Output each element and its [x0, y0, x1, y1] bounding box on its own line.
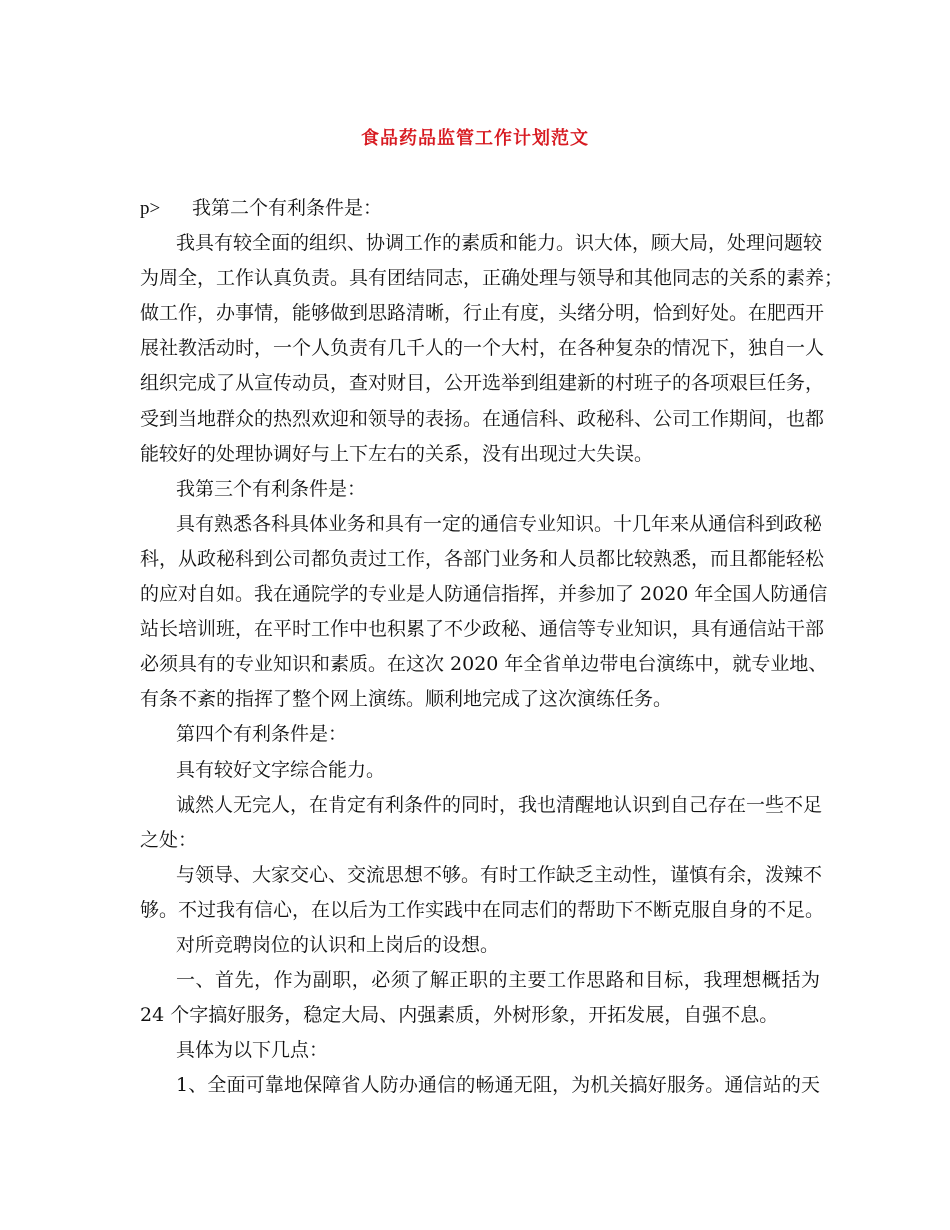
paragraph-line: 能较好的处理协调好与上下左右的关系，没有出现过大失误。	[140, 442, 654, 465]
paragraph-line: 具有较好文字综合能力。	[176, 758, 386, 781]
paragraph-line: 具有熟悉各科具体业务和具有一定的通信专业知识。十几年来从通信科到政秘	[176, 512, 823, 535]
paragraph-line: 对所竞聘岗位的认识和上岗后的设想。	[176, 933, 500, 956]
paragraph-line: 有条不紊的指挥了整个网上演练。顺利地完成了这次演练任务。	[140, 688, 673, 711]
paragraph-line: 之处：	[140, 828, 198, 851]
line-prefix: p>	[140, 198, 161, 219]
paragraph-line: 24 个字搞好服务，稳定大局、内强素质，外树形象，开拓发展，自强不息。	[140, 1004, 779, 1027]
paragraph-line: 与领导、大家交心、交流思想不够。有时工作缺乏主动性，谨慎有余，泼辣不	[176, 863, 823, 886]
document-body	[140, 191, 844, 1103]
paragraph-line: 科，从政秘科到公司都负责过工作，各部门业务和人员都比较熟悉，而且都能轻松	[140, 547, 825, 570]
paragraph-line: 必须具有的专业知识和素质。在这次 2020 年全省单边带电台演练中，就专业地、	[140, 653, 828, 676]
paragraph-line: 受到当地群众的热烈欢迎和领导的表扬。在通信科、政秘科、公司工作期间，也都	[140, 407, 825, 430]
paragraph-line: 第四个有利条件是：	[176, 723, 348, 746]
paragraph-line: 站长培训班，在平时工作中也积累了不少政秘、通信等专业知识，具有通信站干部	[140, 618, 825, 641]
paragraph-line: 我具有较全面的组织、协调工作的素质和能力。识大体，顾大局，处理问题较	[176, 232, 823, 255]
paragraph-line: 的应对自如。我在通院学的专业是人防通信指挥，并参加了 2020 年全国人防通信	[140, 583, 828, 606]
document-title: 食品药品监管工作计划范文	[361, 128, 589, 149]
paragraph-line: 为周全，工作认真负责。具有团结同志，正确处理与领导和其他同志的关系的素养；	[140, 267, 844, 290]
paragraph-line: 够。不过我有信心，在以后为工作实践中在同志们的帮助下不断克服自身的不足。	[140, 898, 825, 921]
paragraph-line: 做工作，办事情，能够做到思路清晰，行止有度，头绪分明，恰到好处。在肥西开	[140, 302, 825, 325]
paragraph-line	[140, 191, 820, 226]
line-text: 我第二个有利条件是：	[192, 197, 383, 219]
paragraph-line: 1、全面可靠地保障省人防办通信的畅通无阻，为机关搞好服务。通信站的天	[176, 1074, 820, 1097]
paragraph-line: 我第三个有利条件是：	[176, 477, 367, 500]
paragraph-line: 展社教活动时，一个人负责有几千人的一个大村，在各种复杂的情况下，独自一人	[140, 337, 825, 360]
paragraph-line: 诚然人无完人，在肯定有利条件的同时，我也清醒地认识到自己存在一些不足	[176, 793, 823, 816]
paragraph-line: 组织完成了从宣传动员，查对财目，公开选举到组建新的村班子的各项艰巨任务，	[140, 372, 825, 395]
paragraph-line: 具体为以下几点：	[176, 1039, 329, 1062]
paragraph-line: 一、首先，作为副职，必须了解正职的主要工作思路和目标，我理想概括为	[176, 969, 820, 992]
